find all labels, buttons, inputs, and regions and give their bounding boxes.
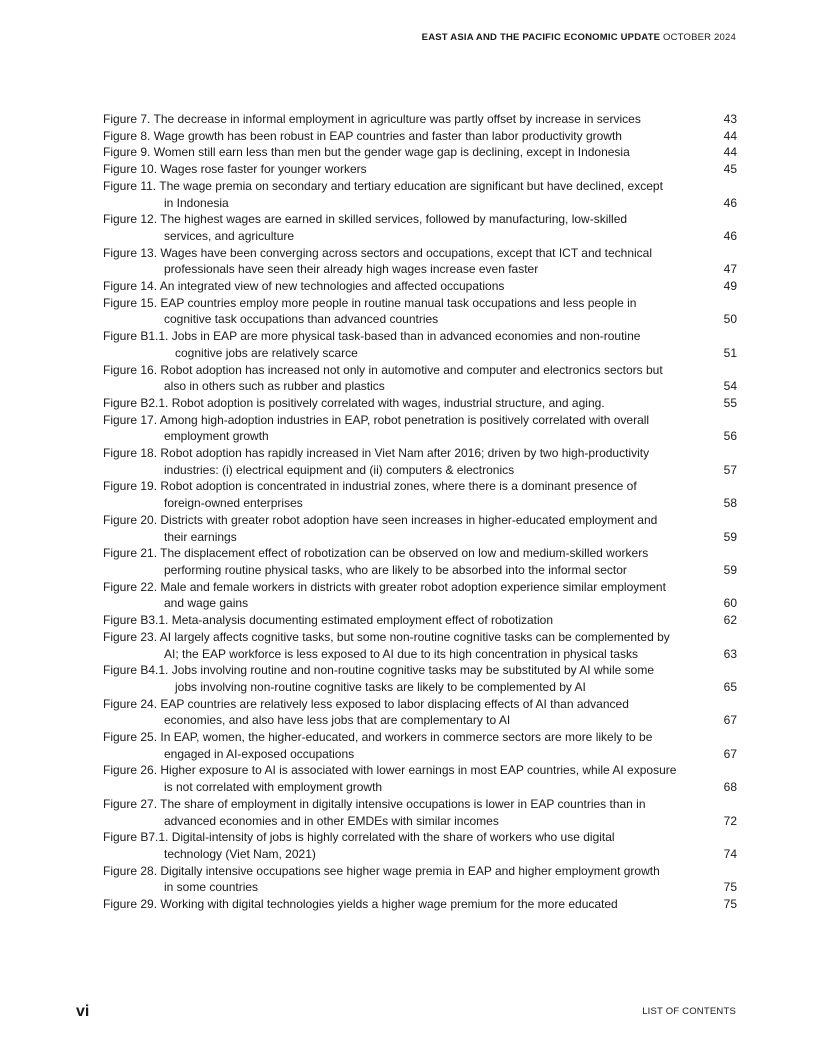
page-number: vi (76, 1003, 90, 1020)
toc-entry-line (103, 462, 697, 479)
figure-caption: Working with digital technologies yields a higher wage premium for the more educated (160, 897, 618, 912)
toc-entry-line (103, 629, 697, 646)
figure-caption: An integrated view of new technologies and affected occupations (159, 279, 505, 294)
figure-caption: Wage growth has been robust in EAP countries and faster than labor productivity growth (153, 128, 622, 143)
figure-caption: in some countries (164, 880, 259, 895)
figure-caption: professionals have seen their already high wages increase even faster (164, 262, 539, 277)
figure-caption: services, and agriculture (164, 228, 295, 243)
figure-caption: foreign-owned enterprises (164, 496, 303, 511)
toc-entry-line (103, 712, 697, 729)
toc-entry[interactable] (103, 395, 737, 412)
toc-entry[interactable] (103, 729, 737, 762)
figure-label: Figure 18. (103, 446, 158, 461)
toc-entry-line (103, 796, 697, 813)
toc-entry-text (103, 178, 697, 211)
toc-entry[interactable] (103, 696, 737, 729)
page-ref: 72 (723, 813, 737, 828)
page-ref: 44 (723, 128, 737, 143)
figure-caption: in Indonesia (164, 195, 229, 210)
toc-entry-text (103, 395, 697, 412)
figure-caption: Digital-intensity of jobs is highly correlated with the share of workers who use digital (171, 830, 615, 845)
figure-label: Figure B3.1. (103, 613, 169, 628)
toc-entry-line (103, 395, 697, 412)
toc-entry[interactable] (103, 211, 737, 244)
figure-caption: In EAP, women, the higher-educated, and workers in commerce sectors are more likely to be (160, 730, 653, 745)
toc-entry[interactable] (103, 829, 737, 862)
toc-entry-line (103, 362, 697, 379)
toc-entry-line (103, 612, 697, 629)
figure-label: Figure B4.1. (103, 663, 169, 678)
page-ref: 58 (723, 496, 737, 511)
figure-label: Figure 24. (103, 696, 158, 711)
toc-entry-line (103, 562, 697, 579)
toc-entry[interactable] (103, 662, 737, 695)
figure-label: Figure 14. (103, 279, 158, 294)
page-ref: 45 (723, 162, 737, 177)
toc-entry-text (103, 245, 697, 278)
toc-entry[interactable] (103, 178, 737, 211)
toc-entry-line (103, 445, 697, 462)
toc-entry-text (103, 144, 697, 161)
figure-caption: cognitive task occupations than advanced countries (164, 312, 439, 327)
page-ref: 44 (723, 145, 737, 160)
figure-caption: also in others such as rubber and plastics (164, 379, 385, 394)
toc-entry-line (103, 428, 697, 445)
figure-label: Figure 16. (103, 362, 158, 377)
figure-caption: AI; the EAP workforce is less exposed to AI due to its high concentration in physical tasks (164, 646, 639, 661)
figure-label: Figure 28. (103, 863, 158, 878)
toc-entry-line (103, 144, 697, 161)
page-ref: 75 (723, 880, 737, 895)
page-ref: 67 (723, 746, 737, 761)
toc-entry-line (103, 746, 697, 763)
toc-entry[interactable] (103, 412, 737, 445)
toc-entry-line (103, 545, 697, 562)
page-ref: 54 (723, 379, 737, 394)
figure-caption: technology (Viet Nam, 2021) (164, 846, 316, 861)
figure-label: Figure 23. (103, 629, 158, 644)
figure-caption: economies, and also have less jobs that are complementary to AI (164, 713, 511, 728)
footer-section-title: LIST OF CONTENTS (642, 1006, 736, 1017)
toc-entry-line (103, 211, 697, 228)
figure-caption: EAP countries employ more people in routine manual task occupations and less people in (160, 295, 637, 310)
toc-entry[interactable] (103, 512, 737, 545)
figure-caption: Digitally intensive occupations see higher wage premia in EAP and higher employment growth (160, 863, 660, 878)
figure-label: Figure 29. (103, 897, 158, 912)
toc-entry-line (103, 829, 697, 846)
running-header (422, 32, 736, 43)
toc-entry-text (103, 128, 697, 145)
figure-caption: Higher exposure to AI is associated with lower earnings in most EAP countries, while AI exposure (160, 763, 677, 778)
figure-caption: The wage premia on secondary and tertiary education are significant but have declined, except (159, 178, 663, 193)
toc-entry-line (103, 495, 697, 512)
figure-caption: AI largely affects cognitive tasks, but some non-routine cognitive tasks can be complemented by (159, 629, 670, 644)
toc-entry-text (103, 412, 697, 445)
figure-label: Figure 8. (103, 128, 151, 143)
page-ref: 68 (723, 780, 737, 795)
figure-caption: Jobs in EAP are more physical task-based than in advanced economies and non-routine (171, 329, 641, 344)
toc-entry-line (103, 863, 697, 880)
toc-entry-text (103, 762, 697, 795)
figure-label: Figure 27. (103, 796, 158, 811)
toc-entry-text (103, 445, 697, 478)
toc-entry[interactable] (103, 295, 737, 328)
toc-entry-text (103, 662, 697, 695)
toc-entry-line (103, 779, 697, 796)
toc-entry-line (103, 846, 697, 863)
toc-entry-text (103, 829, 697, 862)
toc-entry[interactable] (103, 445, 737, 478)
toc-entry-line (103, 762, 697, 779)
page-ref: 75 (723, 897, 737, 912)
toc-entry-line (103, 478, 697, 495)
page-ref: 65 (723, 679, 737, 694)
toc-entry-line (103, 646, 697, 663)
toc-entry-text (103, 796, 697, 829)
toc-entry-line (103, 228, 697, 245)
page-ref: 57 (723, 462, 737, 477)
toc-entry-line (103, 896, 697, 913)
toc-entry[interactable] (103, 545, 737, 578)
toc-entry[interactable] (103, 629, 737, 662)
toc-entry-text (103, 161, 697, 178)
figure-label: Figure 10. (103, 162, 158, 177)
figure-label: Figure B7.1. (103, 830, 169, 845)
toc-entry-line (103, 128, 697, 145)
figure-label: Figure 7. (103, 112, 151, 126)
page-ref: 50 (723, 312, 737, 327)
toc-entry[interactable] (103, 111, 737, 128)
toc-entry[interactable] (103, 796, 737, 829)
toc-entry[interactable] (103, 863, 737, 896)
toc-entry[interactable] (103, 579, 737, 612)
figure-caption: jobs involving non-routine cognitive tasks are likely to be complemented by AI (175, 679, 586, 694)
toc-entry-line (103, 879, 697, 896)
toc-entry-text (103, 579, 697, 612)
toc-entry-line (103, 261, 697, 278)
toc-entry-line (103, 345, 697, 362)
figure-label: Figure 25. (103, 730, 158, 745)
page-ref: 60 (723, 596, 737, 611)
publication-title: EAST ASIA AND THE PACIFIC ECONOMIC UPDATE (421, 32, 661, 43)
page-ref: 59 (723, 562, 737, 577)
toc-entry-line (103, 662, 697, 679)
toc-entry-line (103, 579, 697, 596)
toc-entry-line (103, 378, 697, 395)
toc-entry-text (103, 512, 697, 545)
toc-entry[interactable] (103, 362, 737, 395)
toc-entry-text (103, 478, 697, 511)
toc-entry[interactable] (103, 328, 737, 361)
toc-entry-line (103, 111, 697, 128)
page-ref: 59 (723, 529, 737, 544)
toc-entry[interactable] (103, 144, 737, 161)
toc-entry[interactable] (103, 478, 737, 511)
figure-label: Figure 22. (103, 579, 158, 594)
toc-entry-text (103, 545, 697, 578)
page-ref: 49 (723, 279, 737, 294)
figure-caption: is not correlated with employment growth (164, 780, 383, 795)
toc-entry-text (103, 328, 697, 361)
figure-label: Figure 12. (103, 212, 158, 227)
toc-entry-line (103, 696, 697, 713)
page-ref: 43 (723, 112, 737, 126)
figure-caption: and wage gains (164, 596, 249, 611)
toc-entry-line (103, 729, 697, 746)
toc-entry-text (103, 612, 697, 629)
figure-label: Figure B2.1. (103, 395, 169, 410)
toc-entry-line (103, 328, 697, 345)
figure-caption: performing routine physical tasks, who are likely to be absorbed into the informal sector (164, 562, 627, 577)
figure-label: Figure 11. (103, 178, 157, 193)
page-ref: 51 (723, 345, 737, 360)
toc-entry-line (103, 278, 697, 295)
figure-caption: Wages have been converging across sectors and occupations, except that ICT and technical (160, 245, 652, 260)
figure-caption: cognitive jobs are relatively scarce (175, 345, 358, 360)
toc-entry-line (103, 813, 697, 830)
figure-label: Figure 19. (103, 479, 158, 494)
figure-caption: Robot adoption is positively correlated with wages, industrial structure, and aging. (171, 395, 605, 410)
figure-caption: Robot adoption has rapidly increased in Viet Nam after 2016; driven by two high-productivity (160, 446, 650, 461)
figure-caption: their earnings (164, 529, 237, 544)
publication-date: OCTOBER 2024 (663, 32, 736, 43)
figure-caption: Meta-analysis documenting estimated employment effect of robotization (171, 613, 554, 628)
toc-entry[interactable] (103, 612, 737, 629)
toc-entry-text (103, 863, 697, 896)
toc-entry-line (103, 529, 697, 546)
figure-caption: The highest wages are earned in skilled services, followed by manufacturing, low-skilled (160, 212, 628, 227)
page-ref: 47 (723, 262, 737, 277)
toc-entry[interactable] (103, 278, 737, 295)
figure-caption: Robot adoption is concentrated in industrial zones, where there is a dominant presence of (160, 479, 637, 494)
figure-label: Figure 9. (103, 145, 151, 160)
page-ref: 74 (723, 846, 737, 861)
toc-entry-line (103, 245, 697, 262)
figure-caption: Among high-adoption industries in EAP, robot penetration is positively correlated with overall (159, 412, 650, 427)
figure-caption: employment growth (164, 429, 269, 444)
figure-label: Figure 26. (103, 763, 158, 778)
figure-caption: advanced economies and in other EMDEs with similar incomes (164, 813, 499, 828)
page-ref: 62 (723, 613, 737, 628)
page-ref: 55 (723, 395, 737, 410)
figure-caption: Jobs involving routine and non-routine cognitive tasks may be substituted by AI while some (171, 663, 654, 678)
page-ref: 67 (723, 713, 737, 728)
toc-entry-line (103, 195, 697, 212)
toc-entry-line (103, 679, 697, 696)
toc-entry-line (103, 295, 697, 312)
figure-caption: Wages rose faster for younger workers (160, 162, 367, 177)
toc-entry-text (103, 629, 697, 662)
figure-caption: EAP countries are relatively less exposed to labor displacing effects of AI than advanced (160, 696, 629, 711)
toc-entry-text (103, 278, 697, 295)
figure-label: Figure 21. (103, 546, 158, 561)
figure-caption: Women still earn less than men but the gender wage gap is declining, except in Indonesia (153, 145, 630, 160)
page-ref: 46 (723, 228, 737, 243)
toc-entry[interactable] (103, 245, 737, 278)
toc-entry-line (103, 178, 697, 195)
figure-label: Figure 17. (103, 412, 158, 427)
toc-entry-line (103, 311, 697, 328)
figure-caption: industries: (i) electrical equipment and (ii) computers & electronics (164, 462, 515, 477)
figure-label: Figure B1.1. (103, 329, 169, 344)
toc-entry-text (103, 696, 697, 729)
toc-entry-text (103, 211, 697, 244)
figure-caption: Districts with greater robot adoption have seen increases in higher-educated employment and (160, 512, 658, 527)
toc-entry-text (103, 362, 697, 395)
toc-entry-line (103, 161, 697, 178)
page-ref: 56 (723, 429, 737, 444)
figure-caption: The share of employment in digitally intensive occupations is lower in EAP countries than in (160, 796, 646, 811)
figure-caption: The displacement effect of robotization can be observed on low and medium-skilled workers (160, 546, 649, 561)
toc-entry[interactable] (103, 762, 737, 795)
figure-caption: Male and female workers in districts with greater robot adoption experience similar employment (160, 579, 666, 594)
toc-entry[interactable] (103, 161, 737, 178)
figure-label: Figure 15. (103, 295, 158, 310)
toc-entry-text (103, 729, 697, 762)
figure-label: Figure 13. (103, 245, 158, 260)
figure-caption: Robot adoption has increased not only in automotive and computer and electronics sectors but (160, 362, 663, 377)
toc-entry-text (103, 295, 697, 328)
toc-entry-text (103, 896, 697, 913)
figure-caption: engaged in AI-exposed occupations (164, 746, 355, 761)
toc-entry-line (103, 412, 697, 429)
figure-caption: The decrease in informal employment in agriculture was partly offset by increase in services (153, 112, 641, 126)
toc-entry[interactable] (103, 896, 737, 913)
page-ref: 63 (723, 646, 737, 661)
toc-entry-text (103, 111, 697, 128)
toc-entry-line (103, 512, 697, 529)
figure-label: Figure 20. (103, 512, 158, 527)
page-ref: 46 (723, 195, 737, 210)
toc-entry-line (103, 595, 697, 612)
list-of-figures (103, 111, 737, 913)
toc-entry[interactable] (103, 128, 737, 145)
